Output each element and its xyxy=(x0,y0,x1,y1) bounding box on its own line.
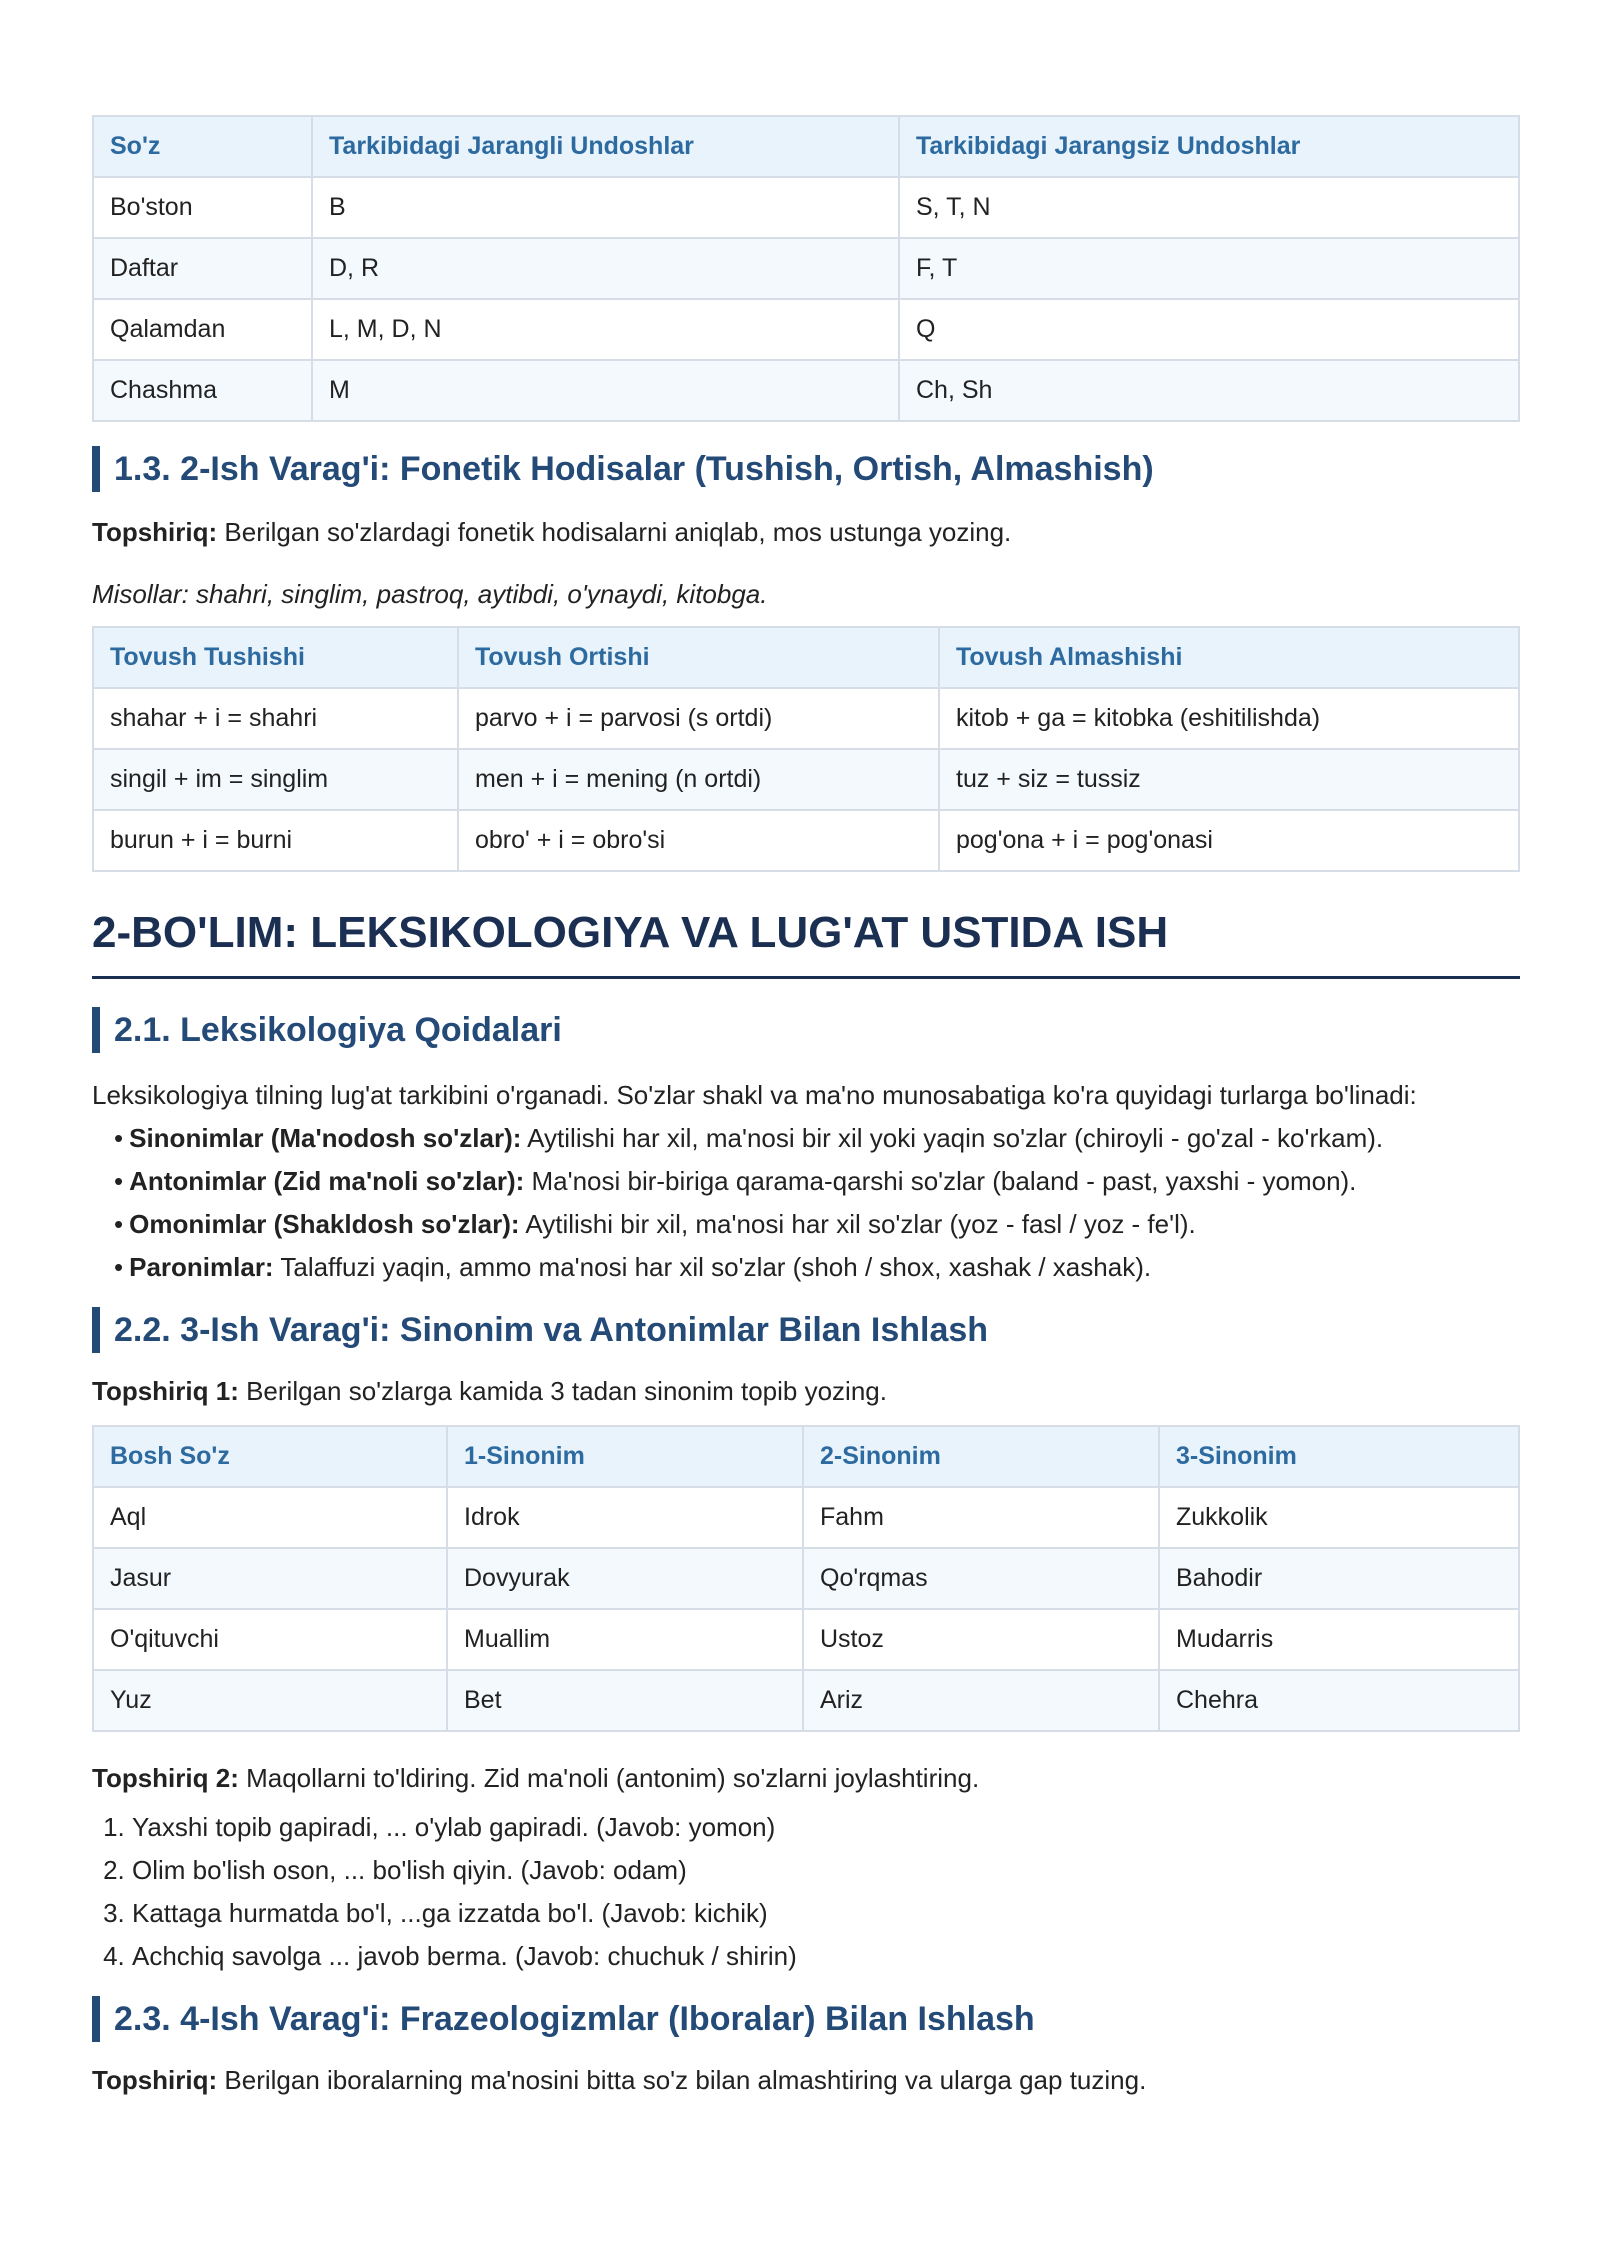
list-item: 4. Achchiq savolga ... javob berma. (Javob: chuchuk / shirin) xyxy=(132,1935,1520,1978)
table-cell: Bet xyxy=(447,1670,803,1731)
task-label: Topshiriq 1: xyxy=(92,1376,239,1406)
table-header-cell: Tovush Tushishi xyxy=(93,627,458,688)
table-cell: B xyxy=(312,177,899,238)
term-description: Ma'nosi bir-biriga qarama-qarshi so'zlar (baland - past, yaxshi - yomon). xyxy=(524,1166,1357,1196)
table-row xyxy=(93,1487,1519,1548)
list-item xyxy=(114,1246,1520,1289)
table-row xyxy=(93,360,1519,421)
table-cell: Fahm xyxy=(803,1487,1159,1548)
table-row xyxy=(93,299,1519,360)
table-cell: shahar + i = shahri xyxy=(93,688,458,749)
table-cell: M xyxy=(312,360,899,421)
task-text: Maqollarni to'ldiring. Zid ma'noli (antonim) so'zlarni joylashtiring. xyxy=(238,1763,980,1793)
table-row xyxy=(93,749,1519,810)
table-row xyxy=(93,238,1519,299)
phonetic-table xyxy=(92,626,1520,872)
table-cell: O'qituvchi xyxy=(93,1609,447,1670)
table-cell: Daftar xyxy=(93,238,312,299)
table-cell: Idrok xyxy=(447,1487,803,1548)
table-cell: kitob + ga = kitobka (eshitilishda) xyxy=(939,688,1519,749)
table-header-cell: 2-Sinonim xyxy=(803,1426,1159,1487)
table-cell: S, T, N xyxy=(899,177,1519,238)
table-header-cell: Tarkibidagi Jarangsiz Undoshlar xyxy=(899,116,1519,177)
table-header-cell: So'z xyxy=(93,116,312,177)
section-heading-1-3: 1.3. 2-Ish Varag'i: Fonetik Hodisalar (Tushish, Ortish, Almashish) xyxy=(92,446,1520,492)
section-heading-2-1: 2.1. Leksikologiya Qoidalari xyxy=(92,1007,1520,1053)
table-row xyxy=(93,810,1519,871)
table-row xyxy=(93,1670,1519,1731)
list-item xyxy=(114,1203,1520,1246)
table-header-cell: 1-Sinonim xyxy=(447,1426,803,1487)
table-cell: Chashma xyxy=(93,360,312,421)
table-cell: Qalamdan xyxy=(93,299,312,360)
table-cell: Mudarris xyxy=(1159,1609,1519,1670)
table-cell: Chehra xyxy=(1159,1670,1519,1731)
table-row xyxy=(93,688,1519,749)
task-text: Berilgan iboralarning ma'nosini bitta so'z bilan almashtiring va ularga gap tuzing. xyxy=(217,2065,1147,2095)
task-text: Berilgan so'zlarga kamida 3 tadan sinonim topib yozing. xyxy=(238,1376,887,1406)
table-header-row xyxy=(93,116,1519,177)
list-item xyxy=(114,1117,1520,1160)
table-cell: Ch, Sh xyxy=(899,360,1519,421)
term: Omonimlar (Shakldosh so'zlar): xyxy=(129,1209,520,1239)
term-description: Aytilishi bir xil, ma'nosi har xil so'zlar (yoz - fasl / yoz - fe'l). xyxy=(519,1209,1196,1239)
table-cell: Dovyurak xyxy=(447,1548,803,1609)
table-cell: Qo'rqmas xyxy=(803,1548,1159,1609)
section-heading-2-2: 2.2. 3-Ish Varag'i: Sinonim va Antonimlar Bilan Ishlash xyxy=(92,1307,1520,1353)
table-cell: Ustoz xyxy=(803,1609,1159,1670)
term: Sinonimlar (Ma'nodosh so'zlar): xyxy=(129,1123,522,1153)
task-paragraph xyxy=(92,514,1520,550)
task2-paragraph xyxy=(92,1760,1520,1796)
term: Paronimlar: xyxy=(129,1252,274,1282)
table-header-cell: Tarkibidagi Jarangli Undoshlar xyxy=(312,116,899,177)
document-page xyxy=(92,115,1520,2098)
table-cell: F, T xyxy=(899,238,1519,299)
table-header-row xyxy=(93,1426,1519,1487)
table-row xyxy=(93,177,1519,238)
term-description: Aytilishi har xil, ma'nosi bir xil yoki yaqin so'zlar (chiroyli - go'zal - ko'rkam). xyxy=(521,1123,1384,1153)
table-cell: D, R xyxy=(312,238,899,299)
table-cell: Jasur xyxy=(93,1548,447,1609)
table-cell: Yuz xyxy=(93,1670,447,1731)
table-cell: Q xyxy=(899,299,1519,360)
table-cell: burun + i = burni xyxy=(93,810,458,871)
task-label: Topshiriq: xyxy=(92,2065,218,2095)
table-cell: singil + im = singlim xyxy=(93,749,458,810)
table-header-cell: Tovush Almashishi xyxy=(939,627,1519,688)
table-cell: obro' + i = obro'si xyxy=(458,810,939,871)
table-cell: men + i = mening (n ortdi) xyxy=(458,749,939,810)
list-item xyxy=(114,1160,1520,1203)
task-label: Topshiriq 2: xyxy=(92,1763,239,1793)
task1-paragraph xyxy=(92,1373,1520,1409)
task-text: Berilgan so'zlardagi fonetik hodisalarni aniqlab, mos ustunga yozing. xyxy=(217,517,1012,547)
term: Antonimlar (Zid ma'noli so'zlar): xyxy=(129,1166,525,1196)
section-heading-2-3: 2.3. 4-Ish Varag'i: Frazeologizmlar (Iboralar) Bilan Ishlash xyxy=(92,1996,1520,2042)
list-item: 1. Yaxshi topib gapiradi, ... o'ylab gapiradi. (Javob: yomon) xyxy=(132,1806,1520,1849)
table-header-cell: Bosh So'z xyxy=(93,1426,447,1487)
table-header-cell: Tovush Ortishi xyxy=(458,627,939,688)
proverbs-list xyxy=(92,1806,1520,1978)
table-cell: Aql xyxy=(93,1487,447,1548)
table-cell: parvo + i = parvosi (s ortdi) xyxy=(458,688,939,749)
consonants-table xyxy=(92,115,1520,422)
examples-paragraph: Misollar: shahri, singlim, pastroq, aytibdi, o'ynaydi, kitobga. xyxy=(92,579,768,609)
task-label: Topshiriq: xyxy=(92,517,218,547)
table-header-row xyxy=(93,627,1519,688)
intro-paragraph: Leksikologiya tilning lug'at tarkibini o'rganadi. So'zlar shakl va ma'no munosabatiga ko'ra quyidagi turlarga bo'linadi: xyxy=(92,1080,1417,1110)
part-heading: 2-BO'LIM: LEKSIKOLOGIYA VA LUG'AT USTIDA ISH xyxy=(92,906,1520,979)
table-cell: Zukkolik xyxy=(1159,1487,1519,1548)
synonyms-table xyxy=(92,1425,1520,1732)
table-cell: Ariz xyxy=(803,1670,1159,1731)
table-row xyxy=(93,1609,1519,1670)
table-cell: Bahodir xyxy=(1159,1548,1519,1609)
table-row xyxy=(93,1548,1519,1609)
task-paragraph xyxy=(92,2062,1520,2098)
table-cell: pog'ona + i = pog'onasi xyxy=(939,810,1519,871)
table-cell: Muallim xyxy=(447,1609,803,1670)
table-cell: tuz + siz = tussiz xyxy=(939,749,1519,810)
table-cell: L, M, D, N xyxy=(312,299,899,360)
lexicology-list xyxy=(92,1117,1520,1289)
list-item: 2. Olim bo'lish oson, ... bo'lish qiyin. (Javob: odam) xyxy=(132,1849,1520,1892)
table-header-cell: 3-Sinonim xyxy=(1159,1426,1519,1487)
table-cell: Bo'ston xyxy=(93,177,312,238)
list-item: 3. Kattaga hurmatda bo'l, ...ga izzatda bo'l. (Javob: kichik) xyxy=(132,1892,1520,1935)
term-description: Talaffuzi yaqin, ammo ma'nosi har xil so'zlar (shoh / shox, xashak / xashak). xyxy=(273,1252,1152,1282)
